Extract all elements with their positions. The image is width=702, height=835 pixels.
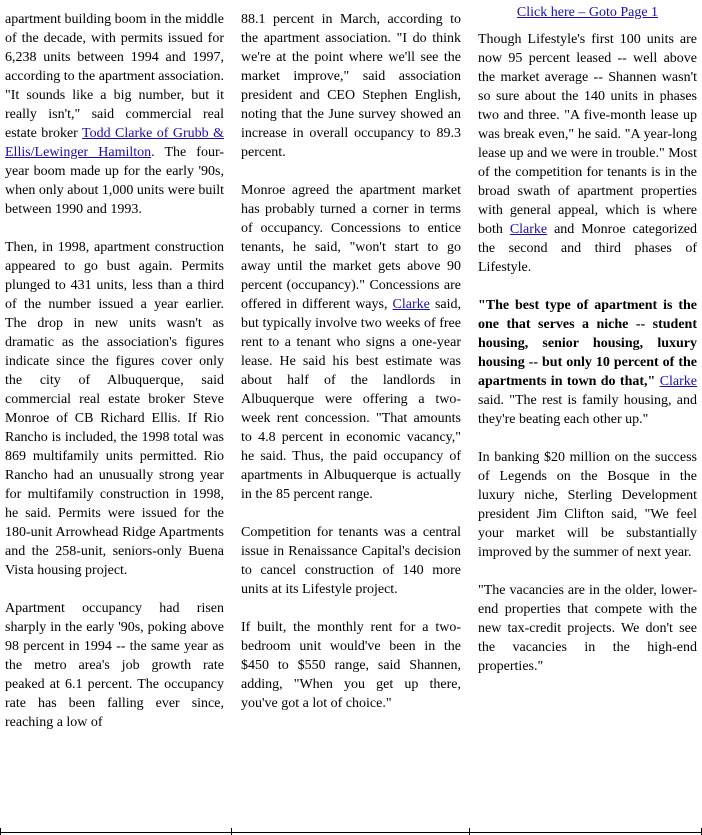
clarke-link[interactable]: Clarke: [392, 297, 430, 312]
paragraph: Competition for tenants was a central issue in Renaissance Capital's decision to cancel construction of 140 more units at its Lifestyle project.: [241, 525, 461, 597]
goto-page-1-link[interactable]: Click here – Goto Page 1: [516, 5, 659, 20]
paragraph-text: said, but typically involve two weeks of free rent to a tenant who signs a one-year lease. He said his best estimate was about half of the landlords in Albuquerque were offering a two-week rent concession. "That amounts to 4.8 percent in economic vacancy," he said. Thus, the paid occupancy of apartments in Albuquerque is actually in the 85 percent range.: [241, 297, 461, 502]
paragraph-text: and Monroe categorized the second and third phases of Lifestyle.: [478, 222, 697, 275]
paragraph: Apartment occupancy had risen sharply in the early '90s, poking above 98 percent in 1994 -- the same year as the metro area's job growth rate peaked at 6.1 percent. The occupancy rate has been falling ever since, reaching a low of: [5, 601, 224, 730]
article-column-3: [478, 0, 697, 695]
paragraph-text: Monroe agreed the apartment market has probably turned a corner in terms of occupancy. Concessions to entice tenants, he said, "won't start to go away until the market gets above 90 percent (occupancy)." Concessions are offered in different ways,: [241, 183, 461, 312]
column-divider-tick: [231, 828, 232, 835]
paragraph: [5, 10, 224, 219]
border-tick-left: [0, 828, 1, 835]
paragraph-text: Though Lifestyle's first 100 units are now 95 percent leased -- well above the market average -- Shannen wasn't so sure about the 140 units in phases two and three. "A five-month lease up was break even," he said. "A year-long lease up and we were in trouble." Most of the competition for tenants is in the broad swath of apartment properties with general appeal, which is where both: [478, 32, 697, 237]
paragraph: [478, 30, 697, 277]
paragraph: Then, in 1998, apartment construction appeared to go bust again. Permits plunged to 431 units, less than a third of the number issued a year earlier. The drop in new units wasn't as dramatic as the association's figures indicate since the figures cover only the city of Albuquerque, said commercial real estate broker Steve Monroe of CB Richard Ellis. If Rio Rancho is included, the 1998 total was 869 multifamily units permitted. Rio Rancho had an unusually strong year for multifamily construction in 1998, he said. Permits were issued for the 180-unit Arrowhead Ridge Apartments and the 258-unit, seniors-only Buena Vista housing project.: [5, 240, 224, 578]
paragraph: [241, 181, 461, 504]
clarke-link[interactable]: Clarke: [659, 374, 698, 389]
article-column-1: [5, 0, 224, 751]
broker-profile-link[interactable]: Todd Clarke of Grubb & Ellis/Lewinger Hamilton: [5, 126, 224, 160]
column-divider-tick: [469, 828, 470, 835]
paragraph-text: . The four-year boom made up for the early '90s, when only about 1,000 units were built between 1990 and 1993.: [5, 145, 224, 217]
pull-quote: "The best type of apartment is the one that serves a niche -- student housing, senior housing, luxury housing -- but only 10 percent of the apartments in town do that,": [478, 298, 697, 389]
paragraph: [478, 296, 697, 429]
clarke-link[interactable]: Clarke: [509, 222, 548, 237]
paragraph: In banking $20 million on the success of Legends on the Bosque in the luxury niche, Sterling Development president Jim Clifton said, "We feel your market will be substantially improved by the summer of next year.: [478, 450, 697, 560]
article-column-2: [241, 0, 461, 732]
paragraph: 88.1 percent in March, according to the apartment association. "I do think we're at the point where we'll see the market improve," said association president and CEO Stephen English, noting that the June survey showed an increase in overall occupancy to 89.3 percent.: [241, 12, 461, 160]
paragraph: "The vacancies are in the older, lower-end properties that compete with the new tax-credit projects. We don't see the vacancies in the high-end properties.": [478, 583, 697, 674]
paragraph-text: apartment building boom in the middle of the decade, with permits issued for 6,238 units between 1994 and 1997, according to the apartment association. "It sounds like a big number, but it really isn't," said commercial real estate broker: [5, 12, 224, 141]
paragraph: If built, the monthly rent for a two-bedroom unit would've been in the $450 to $550 range, said Shannen, adding, "When you get up there, you've got a lot of choice.": [241, 620, 461, 711]
bottom-border: [0, 832, 702, 833]
paragraph-text: said. "The rest is family housing, and they're beating each other up.": [478, 393, 697, 427]
